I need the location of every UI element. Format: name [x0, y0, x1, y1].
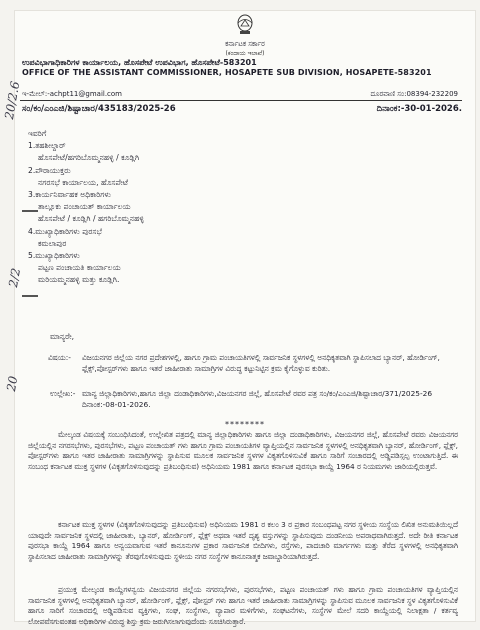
- addressee-line: ಮರಿಯಮ್ಮನಹಳ್ಳಿ ಮತ್ತು ಕೂಡ್ಲಿಗಿ.: [38, 275, 120, 285]
- body-paragraph: ಮೇಲ್ಕಂಡ ವಿಷಯಕ್ಕೆ ಸಂಬಂಧಿಸಿದಂತೆ, ಉಲ್ಲೇಖಿತ ಪತ್ರದಲ್ಲಿ ಮಾನ್ಯ ಜಿಲ್ಲಾಧಿಕಾರಿಗಳು ಹಾಗೂ ಜಿಲ್ಲಾ ದಂಡಾಧಿಕಾರಿಗಳು, ವಿಜಯನಗರ ಜಿಲ್ಲೆ, ಹೊಸಪೇಟೆ ರವರು ವಿಜಯನಗರ ಜಿಲ್ಲೆಯಲ್ಲಿನ ನಗರಸಭೆಗಳು, ಪುರಸಭೆಗಳು, ಪಟ್ಟಣ ಪಂಚಾಯತ್ ಗಳು ಹಾಗೂ ಗ್ರಾಮ ಪಂಚಾಯತಿಗಳ ವ್ಯಾಪ್ತಿಯಲ್ಲಿನ ಸಾರ್ವಜನಿಕ ಸ್ಥಳಗಳಲ್ಲಿ ಅನಧಿಕೃತವಾಗಿ ಬ್ಯಾನರ್, ಹೋರ್ಡಿಂಗ್, ಫ್ಲೆಕ್ಸ್, ಪೋಸ್ಟರ್‌ಗಳು ಹಾಗೂ ಇತರ ಜಾಹೀರಾತು ಸಾಮಾಗ್ರಿಗಳನ್ನು ಸ್ಥಾಪಿಸುವ ಮೂಲಕ ಸಾರ್ವಜನಿಕ ಸ್ಥಳಗಳ ವಿಕೃತಗೊಳಿಸುವಿಕೆ ಹಾಗೂ ಸಾರಿಗೆ ಸಂಚಾರದಲ್ಲಿ ಅಡ್ಡಿಪಡಿಸ್ಸಲ್ಪ ಉಂಟಾಗುತ್ತಿದೆ. ಈ ಸಂಬಂಧ ಕರ್ನಾಟಕ ಮುಕ್ತ ಸ್ಥಳಗಳ (ವಿಕೃತಗೊಳಿಸುವುದನ್ನು ಪ್ರತಿಬಂಧಿಸುವ) ಅಧಿನಿಯಮ 1981 ಹಾಗೂ ಕರ್ನಾಟಕ ಪುರಸಭಾ ಕಾಯ್ದೆ 1964 ರ ನಿಯಮಗಳು ಜಾರಿಯಲ್ಲಿರುತ್ತವೆ.: [28, 430, 458, 471]
- addressee-line: 5.ಮುಖ್ಯಾಧಿಕಾರಿಗಳು: [28, 251, 80, 261]
- subject-label: ವಿಷಯ:-: [48, 353, 71, 362]
- reference-block: [50, 388, 454, 410]
- salutation: ಮಾನ್ಯರೇ,: [50, 332, 75, 341]
- subject-block: [48, 352, 454, 374]
- addressee-line: ಕಮಲಾಪುರ: [38, 238, 67, 248]
- office-phone: ದೂರವಾಣಿ ಸಂ:08394-232209: [370, 90, 458, 98]
- handwritten-note: 20: [4, 374, 21, 393]
- reference-number: ಸಂ/ಕಂ/ಎಂಎಜಿ/ಶಿಷ್ಟಾಚಾರ/435183/2025-26: [22, 104, 176, 114]
- addressee-line: ಹೊಸಪೇಟೆ/ಹಗರಿಬೊಮ್ಮನಹಳ್ಳಿ / ಕೂಡ್ಲಿಗಿ: [38, 153, 140, 163]
- addressee-line: 4.ಮುಖ್ಯಾಧಿಕಾರಿಗಳು ಪುರಸಭೆ: [28, 226, 102, 236]
- margin-notes: [0, 0, 40, 630]
- addressee-line: ನಗರಸಭೆ ಕಾರ್ಯಾಲಯ, ಹೊಸಪೇಟೆ: [38, 177, 129, 187]
- header-divider: [20, 100, 462, 101]
- addressee-heading: ಇವರಿಗೆ: [28, 129, 47, 138]
- handwritten-note: 20/2.6: [2, 80, 23, 121]
- reference-text: ಮಾನ್ಯ ಜಿಲ್ಲಾಧಿಕಾರಿಗಳು,ಹಾಗೂ ಜಿಲ್ಲಾ ದಂಡಾಧಿಕಾರಿಗಳು,ವಿಜಯನಗರ ಜಿಲ್ಲೆ, ಹೊಸಪೇಟೆ ರವರ ಪತ್ರ ಸಂ/ಕಂ/ಎಂಎಜಿ/ಶಿಷ್ಟಾಚಾರ/371/2025-26 ದಿನಾಂಕ:-08-01-2026.: [82, 389, 433, 409]
- subject-text: ವಿಜಯನಗರ ಜಿಲ್ಲೆಯ ನಗರ ಪ್ರದೇಶಗಳಲ್ಲಿ, ಹಾಗೂ ಗ್ರಾಮ ಪಂಚಾಯತಿಗಳಲ್ಲಿ ಸಾರ್ವಜನಿಕ ಸ್ಥಳಗಳಲ್ಲಿ ಅನಧಿಕೃತವಾಗಿ ಸ್ಥಾಪಿಸಲಾದ ಬ್ಯಾನರ್, ಹೋರ್ಡಿಂಗ್, ಫ್ಲೆಕ್ಸ್,ಪೋಸ್ಟರ್‌ಗಳು ಹಾಗೂ ಇತರೆ ಜಾಹೀರಾತು ಸಾಮಾಗ್ರಿಗಳ ವಿರುದ್ಧ ಕಟ್ಟುನಿಟ್ಟಿನ ಕ್ರಮ ಕೈಗೊಳ್ಳುವ ಕುರಿತು.: [82, 353, 440, 373]
- office-name-english: OFFICE OF THE ASSISTANT COMMISSIONER, HOSAPETE SUB DIVISION, HOSAPETE-583201: [22, 68, 432, 77]
- body-paragraph: ಕರ್ನಾಟಕ ಮುಕ್ತ ಸ್ಥಳಗಳ (ವಿಕೃತಗೊಳಿಸುವುದನ್ನು ಪ್ರತಿಬಂಧಿಸುವ) ಅಧಿನಿಯಮ 1981 ರ ಕಲಂ 3 ರ ಪ್ರಕಾರ ಸಂಬಂಧಪಟ್ಟ ನಗರ ಸ್ಥಳೀಯ ಸಂಸ್ಥೆಯ ಲಿಖಿತ ಅನುಮತಿಯಿಲ್ಲದೆ ಯಾವುದೇ ಸಾರ್ವಜನಿಕ ಸ್ಥಳದಲ್ಲಿ ಜಾಹೀರಾತು, ಬ್ಯಾನರ್, ಹೋರ್ಡಿಂಗ್, ಫ್ಲೆಕ್ಸ್ ಅಥವಾ ಇತರೆ ದೃಶ್ಯ ವಸ್ತುಗಳನ್ನು ಸ್ಥಾಪಿಸುವುದು ದಂಡನೀಯ ಅಪರಾಧವಾಗಿರುತ್ತದೆ. ಅದೇ ರೀತಿ ಕರ್ನಾಟಕ ಪುರಸಭಾ ಕಾಯ್ದೆ 1964 ಹಾಗೂ ಅನ್ವಯವಾಗುವ ಇತರೆ ಕಾನೂನುಗಳ ಪ್ರಕಾರ ಸಾರ್ವಜನಿಕ ಬೀದಿಗಳು, ರಸ್ತೆಗಳು, ಪಾದಚಾರಿ ಮಾರ್ಗಗಳು ಮತ್ತು ತೆರೆದ ಸ್ಥಳಗಳಲ್ಲಿ ಅನಧಿಕೃತವಾಗಿ ಸ್ಥಾಪಿಸಲಾದ ಜಾಹೀರಾತು ಸಾಮಾಗ್ರಿಗಳನ್ನು ತೆರವುಗೊಳಿಸುವುದು ಸ್ಥಳೀಯ ನಗರ ಸಂಸ್ಥೆಗಳ ಕಾನೂನಾತ್ಮಕ ಜವಾಬ್ದಾರಿಯಾಗಿರುತ್ತದೆ.: [28, 520, 458, 561]
- reference-row: [22, 104, 462, 114]
- addressee-line: 3.ಕಾರ್ಯನಿರ್ವಾಹಕ ಅಧಿಕಾರಿಗಳು: [28, 190, 111, 200]
- body-paragraph: ಪ್ರಯುಕ್ತ ಮೇಲ್ಕಂಡ ಕಾಯ್ದೆಗಳನ್ವಯ ವಿಜಯನಗರ ಜಿಲ್ಲೆಯ ನಗರಸಭೆಗಳು, ಪುರಸಭೆಗಳು, ಪಟ್ಟಣ ಪಂಚಾಯತ್ ಗಳು ಹಾಗೂ ಗ್ರಾಮ ಪಂಚಾಯತಿಗಳ ವ್ಯಾಪ್ತಿಯಲ್ಲಿನ ಸಾರ್ವಜನಿಕ ಸ್ಥಳಗಳಲ್ಲಿ ಅನಧಿಕೃತವಾಗಿ ಬ್ಯಾನರ್, ಹೋರ್ಡಿಂಗ್, ಫ್ಲೆಕ್ಸ್, ಪೋಸ್ಟರ್ ಗಳು ಹಾಗೂ ಇತರೆ ಜಾಹೀರಾತು ಸಾಮಾಗ್ರಿಗಳನ್ನು ಸ್ಥಾಪಿಸುವ ಮೂಲಕ ಸಾರ್ವಜನಿಕ ಸ್ಥಳ ವಿಕೃತಗೊಳಿಸುವಿಕೆ ಹಾಗೂ ಸಾರಿಗೆ ಸಂಚಾರದಲ್ಲಿ ಅಡ್ಡಿಪಡಿಸುವ ವ್ಯಕ್ತಿಗಳು, ಸಂಘ, ಸಂಸ್ಥೆಗಳು, ವ್ಯಾಪಾರ ಮಳಿಗೆಗಳು, ಸಂಘಟನೆಗಳು, ಸಂಸ್ಥೆಗಳ ಮೇಲೆ ಸದರಿ ಕಾಯ್ದೆಯಲ್ಲಿ ನಿಲಾಕ್ಷತಾ / ಕರ್ತವ್ಯ ಲೋಪವೆಸಗುವಂತಹ ಅಧಿಕಾರಿಗಳ ವಿರುದ್ಧ ಶಿಸ್ತು ಕ್ರಮ ಜರುಗಿಸಲಾಗುವುದೆಂದು ಸೂಚಿಸಿರುತ್ತಾರೆ.: [28, 585, 458, 626]
- addressee-block: [28, 128, 144, 287]
- addressee-line: ಹೊಸಪೇಟೆ / ಕೂಡ್ಲಿಗಿ / ಹಗರಿಬೊಮ್ಮನಹಳ್ಳಿ: [38, 214, 145, 224]
- margin-mark: [22, 295, 38, 297]
- addressee-line: 2.ಪೌರಾಯುಕ್ತರು: [28, 165, 71, 175]
- government-title: ಕರ್ನಾಟಕ ಸರ್ಕಾರ: [225, 40, 265, 48]
- margin-mark: [22, 210, 38, 212]
- office-email: ಇ-ಮೇಲ್:-achpt11@gmail.com: [22, 90, 123, 98]
- office-name-kannada: ಉಪವಿಭಾಗಾಧಿಕಾರಿಗಳ ಕಾರ್ಯಾಲಯ, ಹೊಸಪೇಟೆ ಉಪವಿಭಾಗ, ಹೊಸಪೇಟೆ-583201: [22, 58, 257, 67]
- addressee-line: 1.ತಹಶೀಲ್ದಾರ್: [28, 141, 66, 151]
- addressee-line: ತಾಲ್ಲೂಕು ಪಂಚಾಯತ್ ಕಾರ್ಯಾಲಯ: [38, 202, 131, 212]
- letter-sheet: [14, 10, 476, 626]
- handwritten-note: 2/2: [6, 266, 24, 289]
- reference-label: ಉಲ್ಲೇಖ:-: [50, 389, 76, 398]
- separator: ********: [225, 420, 265, 429]
- department-title: (ಕಂದಾಯ ಇಲಾಖೆ): [225, 50, 265, 57]
- addressee-line: ಪಟ್ಟಣ ಪಂಚಾಯತಿ ಕಾರ್ಯಾಲಯ: [38, 263, 121, 273]
- letter-date: ದಿನಾಂಕ:-30-01-2026.: [376, 104, 462, 114]
- state-emblem-icon: [233, 14, 257, 40]
